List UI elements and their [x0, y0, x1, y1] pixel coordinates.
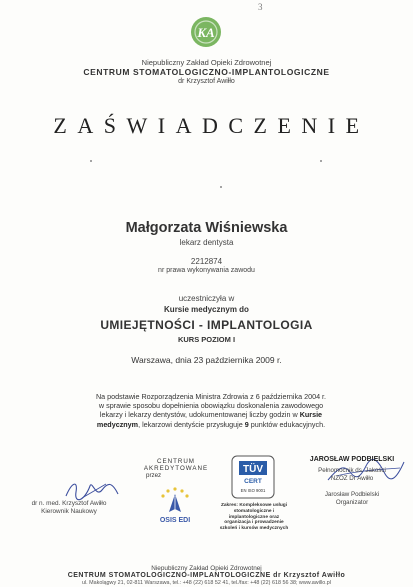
accreditation-block [140, 458, 212, 479]
participation-text: uczestniczyła w [178, 294, 235, 303]
course-title: UMIEJĘTNOŚCI - IMPLANTOLOGIA [100, 318, 313, 332]
accreditation-line-3: przez [146, 472, 162, 479]
decorative-dot [320, 160, 322, 162]
decorative-dot [220, 186, 222, 188]
legal-line-4-end: punktów edukacyjnych. [248, 419, 326, 429]
accreditation-line-2: AKREDYTOWANE [143, 465, 209, 472]
page-number-mark: 3 [258, 2, 263, 12]
legal-medycznym: medycznym [96, 419, 139, 429]
tuv-iso: EN ISO 9001 [240, 488, 266, 493]
tuv-scope-caption: Zakres: Kompleksowe usługi stomatologiczne i implantologiczne oraz organizacja i prowadzenie szkoleń i kursów medycznych [219, 503, 289, 532]
legal-line-4 [82, 420, 340, 429]
signature-right-stamp-name: JAROSŁAW PODBIELSKI [309, 456, 395, 463]
signature-left-title: Kierownik Naukowy [41, 508, 97, 515]
legal-points: 9 [244, 419, 249, 429]
footer-org-name: CENTRUM STOMATOLOGICZNO-IMPLANTOLOGICZNE dr Krzysztof Awiłło [67, 572, 346, 579]
signature-right [296, 456, 408, 507]
decorative-dot [90, 160, 92, 162]
license-number: 2212874 [190, 257, 223, 266]
recipient-name: Małgorzata Wiśniewska [125, 220, 288, 236]
legal-line-4-text: , lekarzowi dentyście przysługuje [138, 419, 243, 429]
course-type: Kursie medycznym do [164, 305, 249, 314]
tuv-brand: TÜV [243, 464, 263, 475]
legal-line-2: w sprawie sposobu dopełnienia obowiązku doskonalenia zawodowego [98, 401, 324, 411]
signature-right-role: Pełnomocnik ds. Jakości [318, 467, 386, 474]
accreditation-line-1: CENTRUM [157, 458, 195, 465]
legal-basis-paragraph [82, 392, 340, 429]
clinic-logo [190, 16, 222, 48]
legal-line-3-text: lekarzy i lekarzy dentystów, udokumentowanej liczby godzin w [99, 410, 298, 420]
tuv-cert-word: CERT [244, 478, 262, 485]
legal-line-1: Na podstawie Rozporządzenia Ministra Zdrowia z 6 października 2004 r. [95, 392, 327, 401]
certificate-title: ZAŚWIADCZENIE [53, 113, 370, 138]
legal-kursie: Kursie [299, 410, 323, 420]
footer-org-type: Niepubliczny Zakład Opieki Zdrowotnej [151, 565, 262, 572]
osis-label: OSIS EDI [159, 517, 191, 524]
signature-right-name: Jarosław Podbielski [324, 491, 380, 498]
recipient-role: lekarz dentysta [179, 238, 234, 247]
org-director: dr Krzysztof Awiłło [178, 78, 235, 85]
license-label: nr prawa wykonywania zawodu [158, 267, 255, 274]
signature-left-name: dr n. med. Krzysztof Awiłło [31, 500, 107, 507]
place-and-date: Warszawa, dnia 23 października 2009 r. [131, 355, 282, 365]
course-level: KURS POZIOM I [177, 335, 236, 344]
legal-line-3 [82, 410, 340, 419]
signature-right-title: Organizator [335, 499, 369, 506]
signature-left [14, 500, 124, 516]
signature-right-org: NZOZ Dr Awiłło [330, 475, 374, 482]
tuv-cert-badge [231, 455, 275, 499]
org-type-line: Niepubliczny Zakład Opieki Zdrowotnej [141, 58, 272, 67]
footer-address: ul. Makolągwy 21, 02-811 Warszawa, tel.: +48 (22) 618 52 41, tel./fax: +48 (22) 618 56 38; www.awillo.pl [81, 580, 331, 586]
osis-edi-logo [150, 484, 200, 526]
svg-text:KA: KA [197, 25, 215, 40]
org-name: CENTRUM STOMATOLOGICZNO-IMPLANTOLOGICZNE [83, 67, 330, 77]
